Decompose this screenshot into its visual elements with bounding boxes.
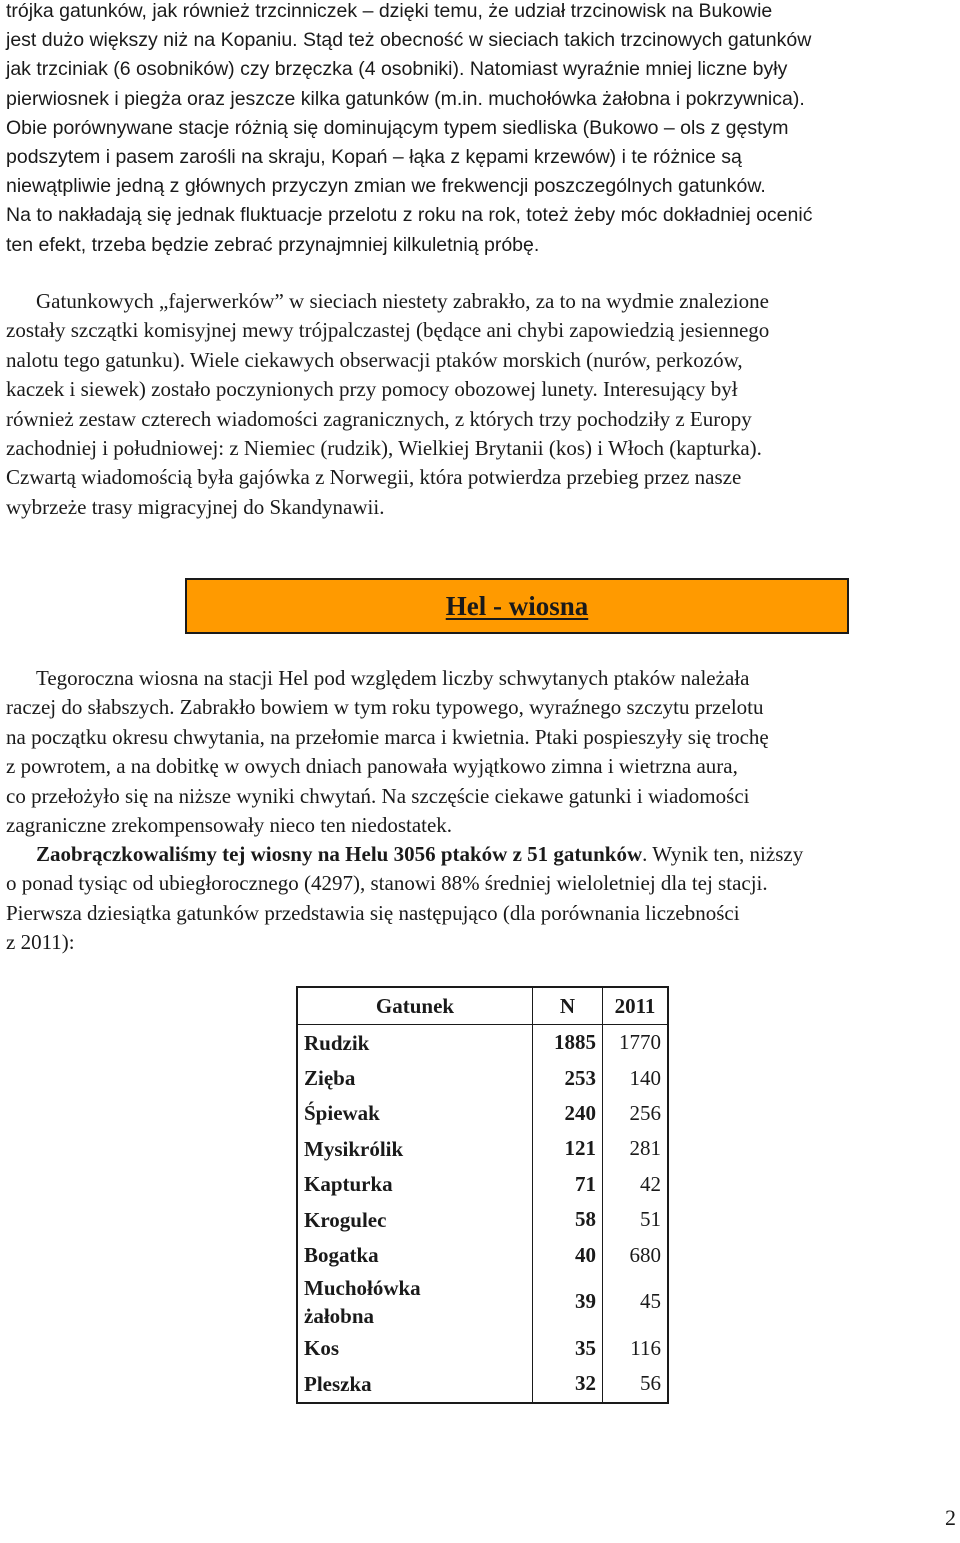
table-row [297,1366,668,1402]
header-n: N [533,987,603,1025]
species-count-2011: 680 [629,1242,661,1267]
species-count-2011: 140 [629,1065,661,1090]
text-line: o ponad tysiąc od ubiegłorocznego (4297), stanowi 88% średniej wieloletniej dla tej stacji. [6,871,768,896]
text-line: pierwiosnek i piegża oraz jeszcze kilka gatunków (m.in. muchołówka żałobna i pokrzywnica). [6,87,805,110]
species-table [296,986,669,1404]
text-line: Na to nakładają się jednak fluktuacje przelotu z roku na rok, toteż żeby móc dokładniej ocenić [6,204,813,227]
species-count: 1885 [533,1025,603,1061]
species-name [297,1273,533,1331]
table-row [297,1060,668,1095]
text-line: jak trzciniak (6 osobników) czy brzęczka (4 osobniki). Natomiast wyraźnie mniej liczne były [6,58,788,81]
text-line: Czwartą wiadomością była gajówka z Norwegii, która potwierdza przebieg przez nasze [6,465,742,490]
species-name-line: Muchołówka [304,1275,421,1300]
header-species: Gatunek [297,987,533,1025]
table-row [297,1273,668,1331]
text-line: zagraniczne zrekompensowały nieco ten niedostatek. [6,813,453,838]
species-count: 121 [533,1131,603,1166]
table-row [297,1025,668,1061]
species-count-2011: 51 [640,1207,661,1232]
species-name: Kos [297,1331,533,1366]
text-line: co przełożyło się na niższe wyniki chwytań. Na szczęście ciekawe gatunki i wiadomości [6,783,750,808]
species-count-2011: 116 [630,1335,661,1360]
species-count-2011: 256 [629,1100,661,1125]
header-2011: 2011 [603,987,669,1025]
table-row [297,1331,668,1366]
table-row [297,1167,668,1202]
species-name-line: żałobna [304,1303,375,1328]
table-header-row [297,987,668,1025]
text-line: podszytem i pasem zarośli na skraju, Kopań – łąka z kępami krzewów) i te różnice są [6,146,742,169]
bold-summary: Zaobrączkowaliśmy tej wiosny na Helu 3056 ptaków z 51 gatunków [36,842,643,866]
paragraph-fajerwerki [6,287,956,522]
species-name: Mysikrólik [297,1131,533,1166]
text-line: trójka gatunków, jak również trzcinniczek – dzięki temu, że udział trzcinowisk na Bukowie [6,0,773,22]
text-line: Gatunkowych „fajerwerków” w sieciach niestety zabrakło, za to na wydmie znalezione [36,289,769,313]
text-line: ten efekt, trzeba będzie zebrać przynajmniej kilkuletnią próbę. [6,233,540,256]
species-count: 58 [533,1202,603,1237]
species-name: Bogatka [297,1237,533,1272]
species-count-2011: 42 [640,1171,661,1196]
species-count: 71 [533,1167,603,1202]
text-line: z powrotem, a na dobitkę w owych dniach panowała wyjątkowo zimna i wietrzna aura, [6,754,738,779]
text-line: wybrzeże trasy migracyjnej do Skandynawii. [6,494,385,519]
text-line: Obie porównywane stacje różnią się dominującym typem siedliska (Bukowo – ols z gęstym [6,116,789,139]
paragraph-hel-summary [6,840,956,958]
species-count-2011: 56 [640,1371,661,1396]
text-line: jest dużo większy niż na Kopaniu. Stąd też obecność w sieciach takich trzcinowych gatunków [6,29,812,52]
species-count-2011: 1770 [619,1030,661,1055]
species-count: 240 [533,1096,603,1131]
text-line: zostały szczątki komisyjnej mewy trójpalczastej (będące ani chybi zapowiedzią jesiennego [6,318,770,343]
page-number: 2 [945,1505,956,1530]
species-count: 40 [533,1237,603,1272]
species-count: 253 [533,1060,603,1095]
species-count: 39 [533,1273,603,1331]
text-line [6,840,956,869]
species-name: Rudzik [297,1025,533,1061]
text-line: Pierwsza dziesiątka gatunków przedstawia się następująco (dla porównania liczebności [6,900,740,925]
species-name: Pleszka [297,1366,533,1402]
text-line: zachodniej i południowej: z Niemiec (rudzik), Wielkiej Brytanii (kos) i Włoch (kapturka). [6,436,762,461]
text-line: Tegoroczna wiosna na stacji Hel pod względem liczby schwytanych ptaków należała [36,666,750,690]
paragraph-bukowo-kopan [6,0,956,260]
species-name: Zięba [297,1060,533,1095]
species-name: Krogulec [297,1202,533,1237]
text-line: również zestaw czterech wiadomości zagranicznych, z których trzy pochodziły z Europy [6,406,752,431]
text-line: nalotu tego gatunku). Wiele ciekawych obserwacji ptaków morskich (nurów, perkozów, [6,347,743,372]
species-count-2011: 281 [629,1136,661,1161]
text-line: kaczek i siewek) zostało poczynionych przy pomocy obozowej lunety. Interesujący był [6,377,738,402]
text-line: na początku okresu chwytania, na przełomie marca i kwietnia. Ptaki pospieszyły się trochę [6,724,769,749]
summary-rest: . Wynik ten, niższy [642,842,804,866]
species-name: Śpiewak [297,1096,533,1131]
species-name: Kapturka [297,1167,533,1202]
text-line: raczej do słabszych. Zabrakło bowiem w tym roku typowego, wyraźnego szczytu przelotu [6,695,764,720]
species-count: 35 [533,1331,603,1366]
text-line: niewątpliwie jedną z głównych przyczyn zmian we frekwencji poszczególnych gatunków. [6,175,766,198]
paragraph-hel-intro [6,664,956,840]
section-banner [185,578,849,634]
species-count: 32 [533,1366,603,1402]
table-row [297,1096,668,1131]
table-row [297,1202,668,1237]
table-row [297,1131,668,1166]
table-row [297,1237,668,1272]
section-title: Hel - wiosna [445,590,589,621]
text-line: z 2011): [6,930,75,955]
species-count-2011: 45 [640,1289,661,1314]
